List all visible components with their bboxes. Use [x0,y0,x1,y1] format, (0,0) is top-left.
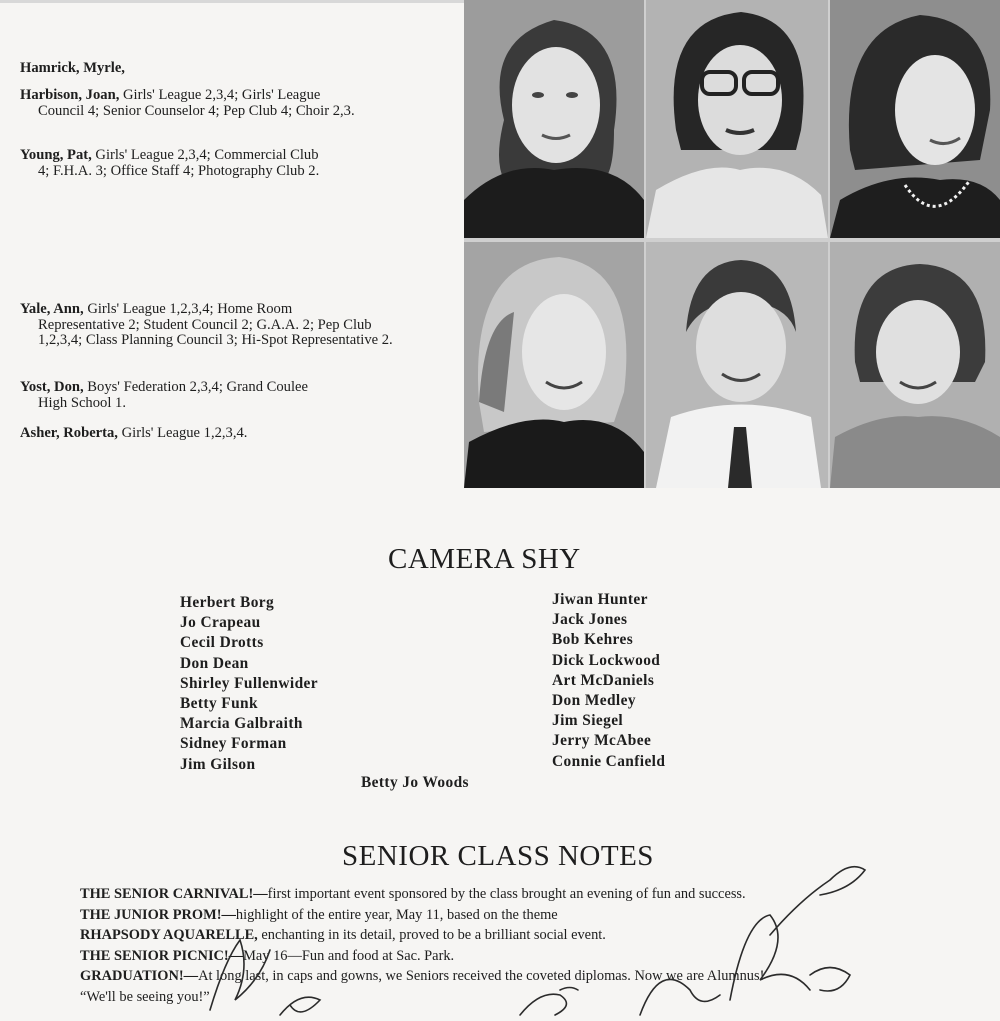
bio-entry [20,380,412,411]
bio-name: Asher, Roberta, [20,425,118,441]
bio-name: Hamrick, Myrle, [20,60,125,76]
list-item: Jack Jones [552,611,628,629]
list-item: Jerry McAbee [552,732,652,750]
bio-entry [20,426,412,442]
bio-name: Yale, Ann, [20,301,84,317]
bio-activities-continued: High School 1. [38,394,126,411]
camera-shy-heading: CAMERA SHY [388,543,581,575]
bio-activities: Girls' League 1,2,3,4. [117,425,248,441]
list-item: Dick Lockwood [552,651,661,669]
note-line [80,905,980,926]
list-item: Don Medley [552,692,636,710]
note-text: May 16—Fun and food at Sac. Park. [243,947,455,964]
list-item: Connie Canfield [552,752,666,770]
note-heading: THE JUNIOR PROM!— [80,906,236,923]
portrait-photo [830,242,1000,488]
note-text: first important event sponsored by the class brought an evening of fun and success. [267,886,746,902]
portrait-photo [464,0,644,238]
portrait-photo [646,0,828,238]
bio-name: Harbison, Joan, [20,87,120,103]
bio-entry [20,61,412,77]
bio-activities-continued: Representative 2; Student Council 2; G.A.A. 2; Pep Club 1,2,3,4; Class Planning Council 3; Hi-Spot Representative 2. [38,316,393,349]
bio-activities-continued: 4; F.H.A. 3; Office Staff 4; Photography Club 2. [38,162,320,179]
list-item: Marcia Galbraith [180,715,303,733]
note-line [80,925,980,946]
note-text: enchanting in its detail, proved to be a brilliant social event. [257,927,606,944]
list-item: Art McDaniels [552,671,655,689]
note-line [80,946,980,967]
portrait-photo [464,242,644,488]
note-text: highlight of the entire year, May 11, based on the theme [235,906,558,923]
list-item: Jim Siegel [552,712,624,730]
portrait-grid [464,0,1000,488]
note-heading: THE SENIOR CARNIVAL!— [80,886,268,902]
bio-activities-continued: Council 4; Senior Counselor 4; Pep Club 4; Choir 2,3. [38,102,355,119]
senior-class-notes-heading: SENIOR CLASS NOTES [342,840,654,872]
note-line [80,987,980,1008]
camera-shy-left-column [180,593,318,775]
list-item: Jim Gilson [180,755,256,773]
list-item: Cecil Drotts [180,634,264,652]
list-item: Betty Funk [180,695,258,713]
list-item: Bob Kehres [552,631,634,649]
bio-entry [20,302,412,349]
list-item: Herbert Borg [180,594,275,611]
note-heading: THE SENIOR PICNIC!— [80,947,244,964]
note-line [80,884,980,905]
bio-activities: Girls' League 2,3,4; Commercial Club [91,147,319,163]
portrait-photo [830,0,1000,238]
camera-shy-right-column [552,590,665,772]
note-heading: GRADUATION!— [80,968,199,985]
senior-class-notes [80,884,980,1008]
bio-name: Yost, Don, [20,379,84,395]
bio-activities: Boys' Federation 2,3,4; Grand Coulee [83,379,308,395]
note-line [80,966,980,987]
camera-shy-last-name: Betty Jo Woods [361,774,469,791]
list-item: Shirley Fullenwider [180,674,318,692]
bio-name: Young, Pat, [20,147,92,163]
note-text: At long last, in caps and gowns, we Seniors received the coveted diplomas. Now we are Alumnus! [198,968,765,985]
list-item: Don Dean [180,654,249,672]
note-text: “We'll be seeing you!” [80,988,210,1005]
list-item: Jiwan Hunter [552,591,648,608]
bio-activities: Girls' League 2,3,4; Girls' League [119,87,321,103]
bio-entry [20,148,412,179]
bio-entry [20,88,412,119]
bio-activities: Girls' League 1,2,3,4; Home Room [83,301,293,317]
list-item: Jo Crapeau [180,614,261,632]
portrait-photo [646,242,828,488]
list-item: Sidney Forman [180,735,287,753]
note-heading: RHAPSODY AQUARELLE, [80,927,258,944]
